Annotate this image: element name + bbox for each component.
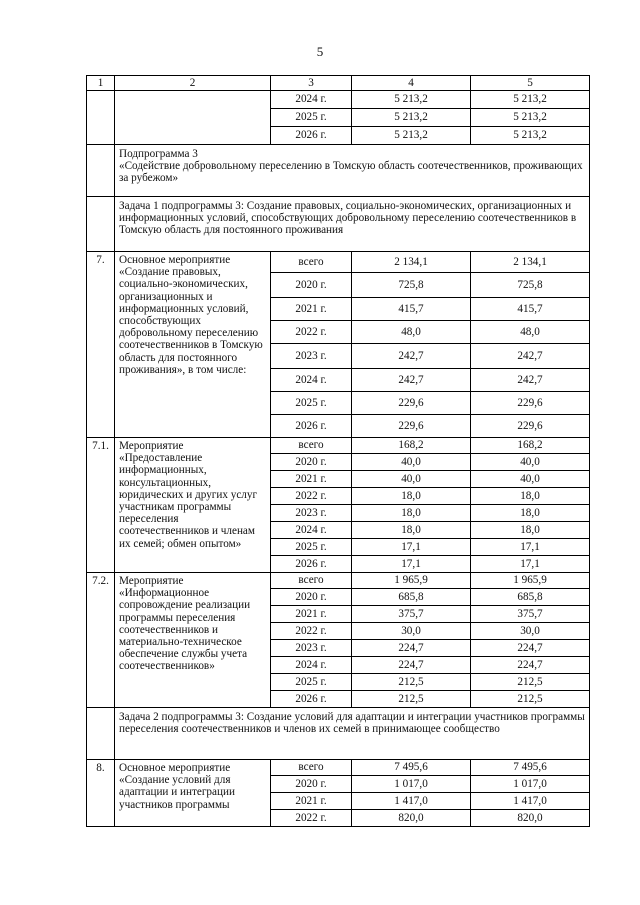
value-cell: 7 495,6 xyxy=(471,760,590,776)
measure-number: 7.2. xyxy=(87,573,115,708)
value-cell: 5 213,2 xyxy=(352,109,471,127)
value-cell: 242,7 xyxy=(352,344,471,369)
year-cell: 2021 г. xyxy=(271,606,352,623)
value-cell: 242,7 xyxy=(352,369,471,392)
year-cell: 2024 г. xyxy=(271,657,352,674)
year-cell: всего xyxy=(271,438,352,454)
value-cell: 685,8 xyxy=(352,589,471,606)
value-cell: 224,7 xyxy=(352,640,471,657)
empty-cell xyxy=(87,708,115,760)
value-cell: 5 213,2 xyxy=(471,127,590,145)
value-cell: 18,0 xyxy=(471,505,590,522)
value-cell: 7 495,6 xyxy=(352,760,471,776)
value-cell: 18,0 xyxy=(352,522,471,539)
year-cell: 2021 г. xyxy=(271,471,352,488)
table-row xyxy=(87,91,590,109)
value-cell: 212,5 xyxy=(352,691,471,708)
value-cell: 229,6 xyxy=(352,415,471,438)
value-cell: 48,0 xyxy=(352,321,471,344)
value-cell: 375,7 xyxy=(352,606,471,623)
budget-table xyxy=(86,75,590,827)
task-1-title-row xyxy=(87,197,590,252)
value-cell: 30,0 xyxy=(471,623,590,640)
table-row xyxy=(87,573,590,589)
value-cell: 212,5 xyxy=(471,674,590,691)
value-cell: 212,5 xyxy=(471,691,590,708)
measure-name: Основное мероприятие «Создание условий для адаптации и интеграции участников программы xyxy=(115,760,271,827)
empty-cell xyxy=(87,91,115,145)
value-cell: 1 017,0 xyxy=(471,776,590,793)
year-cell: 2026 г. xyxy=(271,691,352,708)
year-cell: 2021 г. xyxy=(271,298,352,321)
value-cell: 1 965,9 xyxy=(471,573,590,589)
year-cell: 2022 г. xyxy=(271,623,352,640)
year-cell: 2026 г. xyxy=(271,415,352,438)
measure-name: Мероприятие «Предоставление информационных, консультационных, юридических и других услуг участникам программы переселения соотечественников и членам их семей; обмен опытом» xyxy=(115,438,271,573)
value-cell: 212,5 xyxy=(352,674,471,691)
value-cell: 242,7 xyxy=(471,369,590,392)
value-cell: 5 213,2 xyxy=(471,109,590,127)
value-cell: 1 017,0 xyxy=(352,776,471,793)
value-cell: 40,0 xyxy=(352,454,471,471)
year-cell: 2022 г. xyxy=(271,321,352,344)
value-cell: 40,0 xyxy=(471,471,590,488)
empty-cell xyxy=(87,197,115,252)
empty-cell xyxy=(87,145,115,197)
year-cell: 2020 г. xyxy=(271,776,352,793)
value-cell: 2 134,1 xyxy=(471,252,590,273)
value-cell: 18,0 xyxy=(352,505,471,522)
year-cell: 2025 г. xyxy=(271,539,352,556)
value-cell: 168,2 xyxy=(471,438,590,454)
value-cell: 5 213,2 xyxy=(352,127,471,145)
year-cell: 2024 г. xyxy=(271,522,352,539)
measure-name: Основное мероприятие «Создание правовых, социально-экономических, организационных и информационных условий, способствующих добровольному переселению соотечественников в Томскую область для постоянного проживания», в том числе: xyxy=(115,252,271,438)
year-cell: 2025 г. xyxy=(271,392,352,415)
value-cell: 224,7 xyxy=(471,657,590,674)
value-cell: 229,6 xyxy=(352,392,471,415)
table-row xyxy=(87,438,590,454)
year-cell: 2025 г. xyxy=(271,109,352,127)
value-cell: 820,0 xyxy=(471,810,590,827)
value-cell: 1 417,0 xyxy=(352,793,471,810)
year-cell: 2024 г. xyxy=(271,91,352,109)
value-cell: 685,8 xyxy=(471,589,590,606)
table-row xyxy=(87,252,590,273)
value-cell: 415,7 xyxy=(471,298,590,321)
year-cell: 2022 г. xyxy=(271,488,352,505)
year-cell: всего xyxy=(271,573,352,589)
subprogram-title: Подпрограмма 3 «Содействие добровольному переселению в Томскую область соотечественников, проживающих за рубежом» xyxy=(115,145,590,197)
value-cell: 17,1 xyxy=(352,539,471,556)
subprogram-title-row xyxy=(87,145,590,197)
year-cell: всего xyxy=(271,252,352,273)
year-cell: 2022 г. xyxy=(271,810,352,827)
value-cell: 168,2 xyxy=(352,438,471,454)
value-cell: 725,8 xyxy=(352,273,471,298)
year-cell: 2020 г. xyxy=(271,454,352,471)
measure-number: 7.1. xyxy=(87,438,115,573)
header-cell: 4 xyxy=(352,76,471,91)
year-cell: 2026 г. xyxy=(271,127,352,145)
value-cell: 1 417,0 xyxy=(471,793,590,810)
value-cell: 229,6 xyxy=(471,392,590,415)
task-2-title-row xyxy=(87,708,590,760)
value-cell: 18,0 xyxy=(352,488,471,505)
header-cell: 3 xyxy=(271,76,352,91)
value-cell: 375,7 xyxy=(471,606,590,623)
value-cell: 5 213,2 xyxy=(352,91,471,109)
table-row xyxy=(87,760,590,776)
value-cell: 18,0 xyxy=(471,488,590,505)
header-cell: 1 xyxy=(87,76,115,91)
value-cell: 17,1 xyxy=(352,556,471,573)
year-cell: 2025 г. xyxy=(271,674,352,691)
header-cell: 5 xyxy=(471,76,590,91)
value-cell: 40,0 xyxy=(352,471,471,488)
value-cell: 820,0 xyxy=(352,810,471,827)
year-cell: 2020 г. xyxy=(271,273,352,298)
measure-number: 7. xyxy=(87,252,115,438)
header-cell: 2 xyxy=(115,76,271,91)
year-cell: 2026 г. xyxy=(271,556,352,573)
value-cell: 725,8 xyxy=(471,273,590,298)
value-cell: 18,0 xyxy=(471,522,590,539)
page-number: 5 xyxy=(316,44,324,59)
year-cell: 2020 г. xyxy=(271,589,352,606)
measure-name: Мероприятие «Информационное сопровождение реализации программы переселения соотечественников и материально-техническое обеспечение службы учета соотечественников» xyxy=(115,573,271,708)
value-cell: 48,0 xyxy=(471,321,590,344)
task-2-title: Задача 2 подпрограммы 3: Создание условий для адаптации и интеграции участников программы переселения соотечественников и членов их семей в принимающее сообщество xyxy=(115,708,590,760)
year-cell: 2024 г. xyxy=(271,369,352,392)
year-cell: всего xyxy=(271,760,352,776)
value-cell: 17,1 xyxy=(471,539,590,556)
value-cell: 2 134,1 xyxy=(352,252,471,273)
value-cell: 1 965,9 xyxy=(352,573,471,589)
year-cell: 2023 г. xyxy=(271,344,352,369)
value-cell: 5 213,2 xyxy=(471,91,590,109)
value-cell: 224,7 xyxy=(471,640,590,657)
value-cell: 242,7 xyxy=(471,344,590,369)
value-cell: 40,0 xyxy=(471,454,590,471)
value-cell: 415,7 xyxy=(352,298,471,321)
year-cell: 2023 г. xyxy=(271,505,352,522)
value-cell: 17,1 xyxy=(471,556,590,573)
empty-cell xyxy=(115,91,271,145)
year-cell: 2021 г. xyxy=(271,793,352,810)
year-cell: 2023 г. xyxy=(271,640,352,657)
value-cell: 224,7 xyxy=(352,657,471,674)
measure-number: 8. xyxy=(87,760,115,827)
value-cell: 229,6 xyxy=(471,415,590,438)
task-1-title: Задача 1 подпрограммы 3: Создание правовых, социально-экономических, организационных и информационных условий, способствующих добровольному переселению соотечественников в Томскую область для постоянного проживания xyxy=(115,197,590,252)
header-row xyxy=(87,76,590,91)
value-cell: 30,0 xyxy=(352,623,471,640)
